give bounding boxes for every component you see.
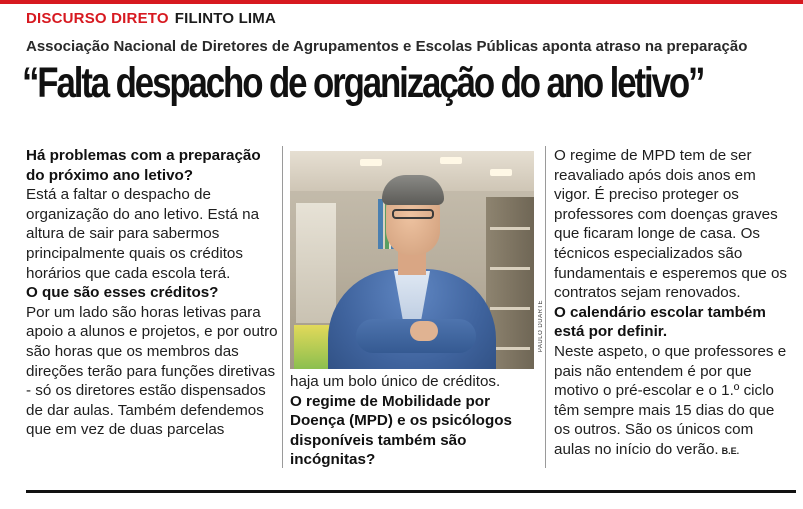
column-2-text [290, 372, 538, 470]
top-accent-bar [0, 0, 803, 4]
answer-2: Por um lado são horas letivas para apoio a alunos e projetos, e por outro são horas que os membros das direções terão para funções diretivas - só os diretores estão dispensados de dar aulas. Também defendemos que em vez de duas parcelas [26, 303, 278, 439]
section-kicker [26, 10, 276, 27]
question-4: O calendário escolar também está por definir. [554, 303, 766, 341]
photo-credit: PAULO DUARTE [538, 300, 544, 353]
column-divider-2 [545, 146, 546, 468]
answer-2-continued: haja um bolo único de créditos. [290, 373, 501, 390]
portrait-photo [290, 151, 534, 369]
column-divider-1 [282, 146, 283, 468]
author-signature: B.E. [721, 445, 740, 456]
bottom-rule [26, 490, 796, 493]
answer-3: O regime de MPD tem de ser reavaliado após dois anos em vigor. É preciso proteger os professores com doenças graves que ficaram longe de casa. Os técnicos especializados são fundamentais e esperemos que os contratos sejam renovados. [554, 147, 788, 302]
article-headline: “Falta despacho de organização do ano letivo” [22, 59, 704, 107]
column-1 [26, 146, 278, 440]
question-3: O regime de Mobilidade por Doença (MPD) e os psicólogos disponíveis também são incógnitas? [290, 392, 512, 469]
answer-4: Neste aspeto, o que professores e pais não entendem é por que motivo o pré-escolar e o 1.º ciclo têm sempre mais 15 dias do que os outros. São os únicos com aulas no início do verão. [554, 342, 787, 458]
question-1: Há problemas com a preparação do próximo ano letivo? [26, 147, 261, 184]
answer-1: Está a faltar o despacho de organização do ano letivo. Está na altura de sair para sabermos principalmente quais os créditos horários que cada escola terá. [26, 186, 260, 282]
article-subtitle: Associação Nacional de Diretores de Agrupamentos e Escolas Públicas aponta atraso na preparação [26, 38, 748, 55]
interviewee-name: FILINTO LIMA [174, 10, 277, 27]
question-2: O que são esses créditos? [26, 284, 219, 302]
column-3 [554, 146, 789, 462]
section-label: DISCURSO DIRETO [26, 10, 169, 27]
